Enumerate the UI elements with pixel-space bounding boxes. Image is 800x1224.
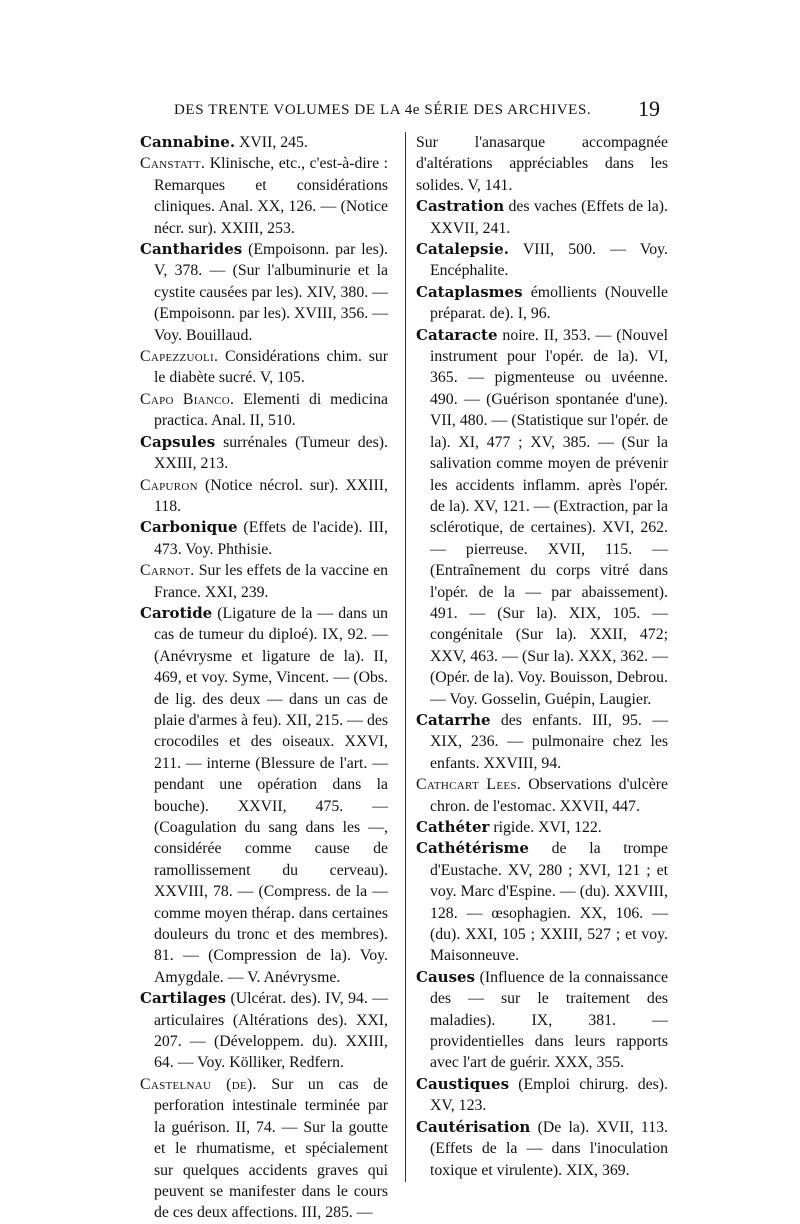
index-entry: [140, 346, 388, 389]
entry-text: (De la). XVII, 113. (Effets de la — dans l'inoculation toxique et virulente). XIX, 369.: [430, 1118, 668, 1179]
index-entry: [416, 774, 668, 817]
entry-text: (Emploi chirurg. des). XV, 123.: [430, 1075, 668, 1115]
entry-text: noire. II, 353. — (Nouvel instrument pour l'opér. de la). VI, 365. — pigmenteuse ou uvéenne. 490. — (Guérison spontanée d'une). VII, 480. — (Statistique sur l'opér. de la). XI, 477 ; XV, 385. — (Sur la salivation comme moyen de prévenir les accidents inflamm. après l'opér. de la). XV, 121. — (Extraction, par la sclérotique, de certaines). XVI, 262. — pierreuse. XVII, 115. — (Entraînement du corps vitré dans l'opér. de la — par abaissement). 491. — (Sur la). XIX, 105. — congénitale (Sur la). XXII, 472; XXV, 463. — (Sur la). XXX, 362. — (Opér. de la). Voy. Bouisson, Debrou. — Voy. Gosselin, Guépin, Laugier.: [430, 326, 668, 708]
index-entry: [416, 1117, 668, 1181]
entry-text: (Ligature de la — dans un cas de tumeur du diploé). IX, 92. — (Anévrysme et ligature de la). II, 469, et voy. Syme, Vincent. — (Obs. de lig. des deux — dans un cas de plaie d'armes à feu). XII, 215. — des crocodiles et des oiseaux. XXVI, 211. — interne (Blessure de l'art. — pendant une opération dans la bouche). XXVII, 475. — (Coagulation du sang dans les —, considérée comme cause de ramollissement du cerveau). XXVIII, 78. — (Compress. de la — comme moyen thérap. dans certaines douleurs du tronc et des membres). 81. — (Compression de la). Voy. Amygdale. — V. Anévrysme.: [154, 604, 388, 986]
index-entry: [416, 1074, 668, 1117]
entry-headword: Carnot.: [140, 562, 195, 580]
entry-text: Sur l'anasarque accompagnée d'altérations appréciables dans les solides. V, 141.: [416, 134, 668, 194]
entry-text: émollients (Nouvelle préparat. de). I, 96.: [430, 283, 668, 323]
entry-text: des enfants. III, 95. — XIX, 236. — pulmonaire chez les enfants. XXVIII, 94.: [430, 711, 668, 772]
entry-headword: Cathcart Lees.: [416, 776, 522, 794]
entry-text: Sur les effets de la vaccine en France. XXI, 239.: [154, 562, 388, 601]
entry-headword: Caustiques: [416, 1074, 510, 1093]
entry-text: VIII, 500. — Voy. Encéphalite.: [430, 241, 668, 280]
entry-text: (Empoisonn. par les). V, 378. — (Sur l'albuminurie et la cystite causées par les). XIV, 380. — (Empoisonn. par les). XVIII, 356. — Voy. Bouillaud.: [154, 241, 388, 344]
index-entry: [416, 132, 668, 196]
entry-text: Sur un cas de perforation intestinale terminée par la guérison. II, 74. — Sur la goutte et le rhumatisme, et spécialement sur quelques accidents graves qui peuvent se manifester dans le cours de ces deux affections. III, 285. —: [154, 1075, 388, 1222]
left-column: [140, 132, 388, 1224]
right-column: [416, 132, 668, 1181]
index-entry: [416, 967, 668, 1074]
entry-headword: Causes: [416, 967, 475, 986]
entry-text: Klinische, etc., c'est-à-dire : Remarques et considérations cliniques. Anal. XX, 126. — (Notice nécr. sur). XXIII, 253.: [154, 155, 388, 237]
entry-text: Considérations chim. sur le diabète sucré. V, 105.: [154, 348, 388, 387]
index-entry: [140, 132, 388, 153]
entry-headword: Cartilages: [140, 989, 227, 1008]
entry-headword: Canstatt.: [140, 155, 206, 173]
entry-text: rigide. XVI, 122.: [489, 819, 602, 836]
entry-text: (Ulcérat. des). IV, 94. — articulaires (Altérations des). XXI, 207. — (Développem. du). XXIII, 64. — Voy. Kölliker, Redfern.: [154, 990, 388, 1072]
entry-headword: Cathétérisme: [416, 839, 529, 858]
entry-text: (Notice nécrol. sur). XXIII, 118.: [154, 476, 388, 515]
index-entry: [416, 817, 668, 838]
index-entry: [416, 838, 668, 966]
entry-text: des vaches (Effets de la). XXVII, 241.: [430, 198, 668, 237]
entry-text: (Effets de l'acide). III, 473. Voy. Phthisie.: [154, 519, 388, 558]
entry-headword: Catarrhe: [416, 710, 491, 729]
index-entry: [416, 282, 668, 325]
entry-headword: Carotide: [140, 603, 213, 622]
entry-text: XVII, 245.: [235, 134, 308, 151]
page-number: 19: [638, 96, 660, 121]
index-entry: [140, 389, 388, 432]
entry-headword: Cannabine.: [140, 133, 236, 151]
index-entry: [140, 432, 388, 475]
entry-headword: Cautérisation: [416, 1117, 531, 1136]
entry-headword: Catalepsie.: [416, 240, 509, 259]
index-entry: [140, 988, 388, 1074]
entry-text: Observations d'ulcère chron. de l'estomac. XXVII, 447.: [430, 776, 668, 815]
index-entry: [140, 560, 388, 603]
column-divider: [405, 132, 406, 1182]
index-entry: [416, 710, 668, 774]
index-entry: [416, 196, 668, 239]
entry-headword: Cantharides: [140, 240, 243, 259]
entry-headword: Carbonique: [140, 518, 238, 537]
index-entry: [140, 603, 388, 988]
entry-headword: Capuron: [140, 476, 198, 494]
entry-headword: Castration: [416, 197, 505, 216]
index-entry: [416, 325, 668, 710]
entry-headword: Capo Bianco.: [140, 390, 235, 408]
header-title: DES TRENTE VOLUMES DE LA 4e SÉRIE DES ARCHIVES.: [174, 102, 592, 118]
index-entry: [140, 153, 388, 239]
index-entry: [140, 239, 388, 346]
index-entry: [416, 239, 668, 282]
entry-text: surrénales (Tumeur des). XXIII, 213.: [154, 433, 388, 473]
index-entry: [140, 1074, 388, 1224]
index-entry: [140, 517, 388, 560]
entry-headword: Castelnau (de).: [140, 1075, 257, 1093]
entry-text: (Influence de la connaissance des — sur le traitement des maladies). IX, 381. — providentielles dans leurs rapports avec l'art de guérir. XXX, 355.: [430, 968, 668, 1072]
entry-headword: Cataplasmes: [416, 282, 523, 301]
entry-headword: Capezzuoli.: [140, 348, 219, 366]
index-entry: [140, 475, 388, 518]
entry-headword: Cathéter: [416, 818, 490, 836]
entry-text: de la trompe d'Eustache. XV, 280 ; XVI, 121 ; et voy. Marc d'Espine. — (du). XXVIII, 128. — œsophagien. XX, 106. — (du). XXI, 105 ; XXIII, 527 ; et voy. Maisonneuve.: [430, 840, 668, 965]
entry-headword: Cataracte: [416, 325, 498, 344]
entry-headword: Capsules: [140, 432, 216, 451]
running-header: [174, 96, 660, 126]
entry-text: Elementi di medicina practica. Anal. II, 510.: [154, 390, 388, 430]
